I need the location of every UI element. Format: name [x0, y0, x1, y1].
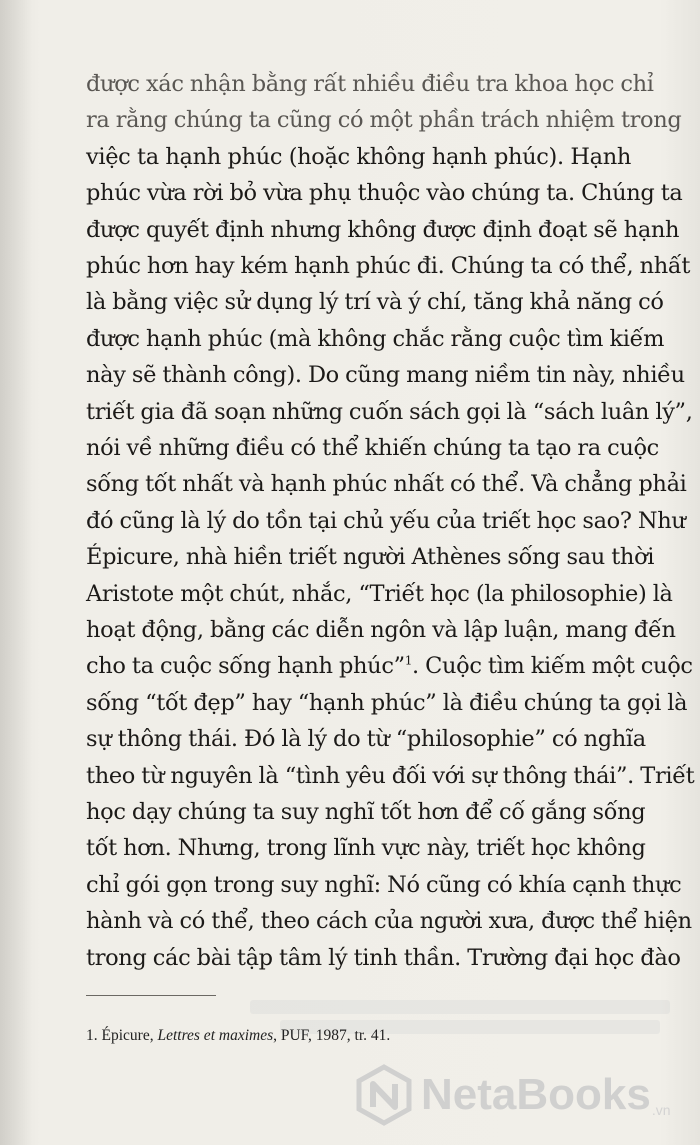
text-line: sống tốt nhất và hạnh phúc nhất có thể. Và chẳng phải	[86, 471, 687, 498]
text-line: chỉ gói gọn trong suy nghĩ: Nó cũng có khía cạnh thực	[86, 871, 682, 898]
text-line-with-footnote	[86, 648, 693, 684]
text-line: được xác nhận bằng rất nhiều điều tra khoa học chỉ	[86, 71, 654, 97]
text-line: là bằng việc sử dụng lý trí và ý chí, tăng khả năng có	[86, 289, 664, 316]
footnote-publication: , PUF, 1987, tr. 41.	[273, 1027, 391, 1044]
text-line: hành và có thể, theo cách của người xưa, được thể hiện	[86, 908, 692, 935]
text-line: được quyết định nhưng không được định đoạt sẽ hạnh	[86, 216, 680, 243]
text-line: triết gia đã soạn những cuốn sách gọi là “sách luân lý”,	[86, 398, 693, 425]
netabooks-logo-icon	[353, 1064, 415, 1126]
text-line-segment: cho ta cuộc sống hạnh phúc”	[86, 653, 405, 680]
text-line: tốt hơn. Nhưng, trong lĩnh vực này, triết học không	[86, 835, 646, 862]
text-line: nói về những điều có thể khiến chúng ta tạo ra cuộc	[86, 435, 659, 461]
text-line: theo từ nguyên là “tình yêu đối với sự thông thái”. Triết	[86, 762, 695, 789]
footnote-author: Épicure,	[101, 1027, 154, 1044]
text-line: sống “tốt đẹp” hay “hạnh phúc” là điều chúng ta gọi là	[86, 689, 688, 716]
text-line: được hạnh phúc (mà không chắc rằng cuộc tìm kiếm	[86, 325, 665, 352]
text-line: Épicure, nhà hiền triết người Athènes sống sau thời	[86, 544, 655, 571]
watermark-suffix: .vn	[651, 1102, 671, 1118]
text-line: ra rằng chúng ta cũng có một phần trách nhiệm trong	[86, 107, 682, 134]
text-line: đó cũng là lý do tồn tại chủ yếu của triết học sao? Như	[86, 507, 686, 534]
text-line: học dạy chúng ta suy nghĩ tốt hơn để cố gắng sống	[86, 799, 646, 825]
show-through-text	[250, 1000, 670, 1014]
text-line: này sẽ thành công). Do cũng mang niềm tin này, nhiều	[86, 362, 685, 389]
text-line: phúc hơn hay kém hạnh phúc đi. Chúng ta có thể, nhất	[86, 253, 691, 279]
text-line: sự thông thái. Đó là lý do từ “philosophie” có nghĩa	[86, 726, 646, 753]
text-line: hoạt động, bằng các diễn ngôn và lập luận, mang đến	[86, 617, 676, 643]
text-line: việc ta hạnh phúc (hoặc không hạnh phúc). Hạnh	[86, 143, 631, 170]
footnote	[86, 1026, 646, 1046]
watermark-brand: NetaBooks	[421, 1070, 651, 1119]
text-line: phúc vừa rời bỏ vừa phụ thuộc vào chúng ta. Chúng ta	[86, 180, 683, 207]
footnote-reference[interactable]: 1	[404, 653, 413, 668]
footnote-title: Lettres et maximes	[157, 1027, 274, 1044]
text-line: trong các bài tập tâm lý tinh thần. Trường đại học đào	[86, 944, 681, 971]
text-line-segment: . Cuộc tìm kiếm một cuộc	[412, 653, 693, 680]
text-line: Aristote một chút, nhắc, “Triết học (la philosophie) là	[86, 580, 673, 607]
footnote-number: 1.	[86, 1027, 98, 1044]
footnote-divider	[86, 995, 216, 996]
netabooks-watermark	[353, 1060, 698, 1130]
